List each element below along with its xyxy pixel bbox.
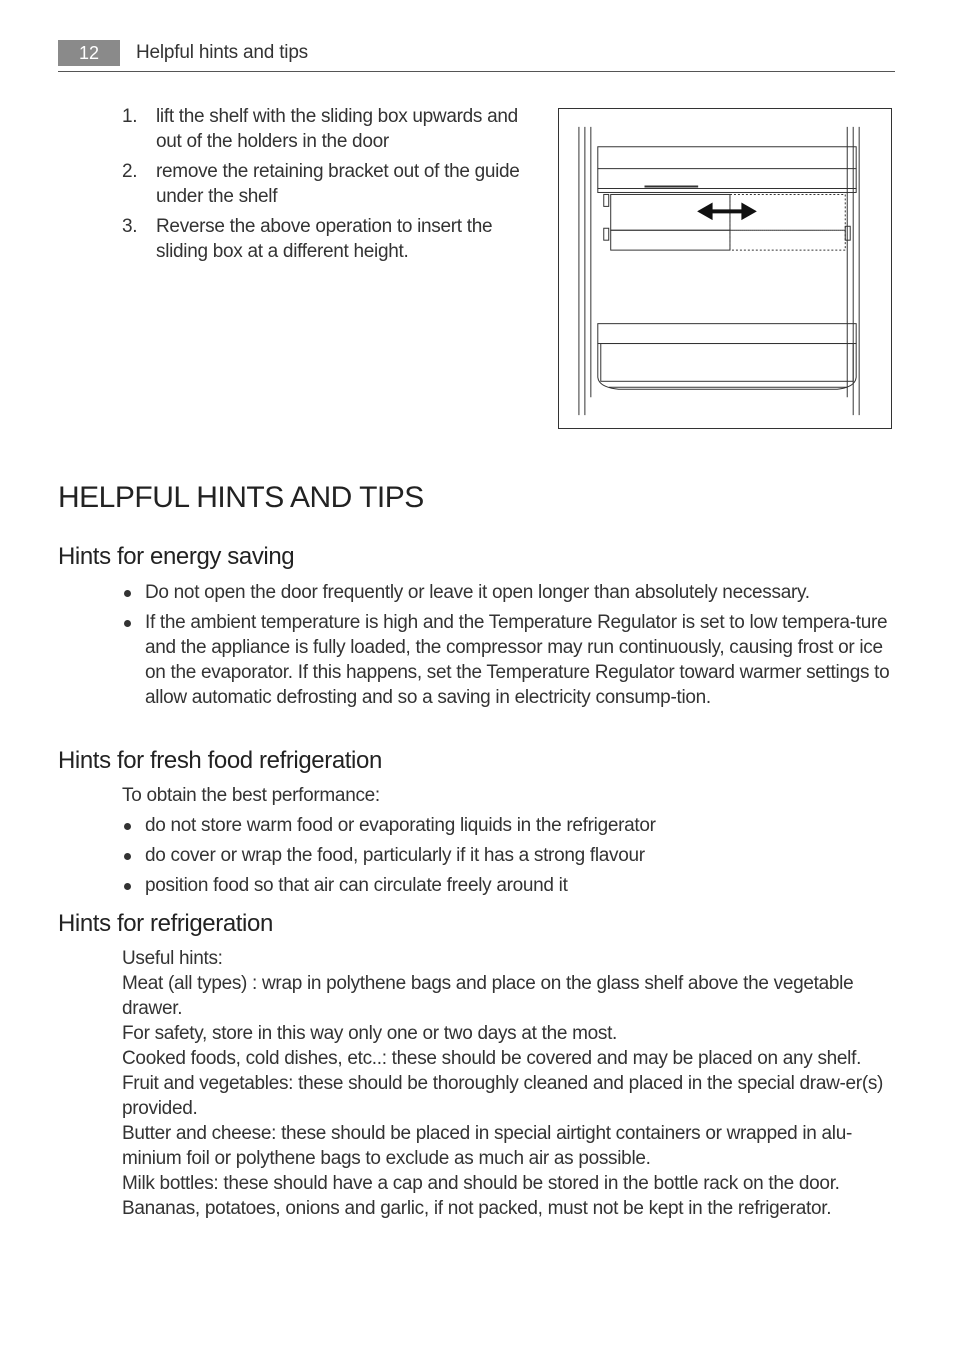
list-item: do not store warm food or evaporating liquids in the refrigerator xyxy=(122,813,897,838)
text-line: Butter and cheese: these should be placed in special airtight containers or wrapped in alu-minium foil or polythene bags to exclude as much air as possible. xyxy=(122,1123,853,1169)
refrigeration-heading: Hints for refrigeration xyxy=(58,910,273,937)
fresh-intro: To obtain the best performance: xyxy=(122,785,380,806)
step-item xyxy=(122,214,522,264)
page-number: 12 xyxy=(58,40,120,66)
list-item: Do not open the door frequently or leave it open longer than absolutely necessary. xyxy=(122,580,897,605)
step-text: Reverse the above operation to insert the sliding box at a different height. xyxy=(156,216,493,262)
text-line: Meat (all types) : wrap in polythene bags and place on the glass shelf above the vegetable drawer. xyxy=(122,973,854,1019)
page-header xyxy=(58,40,895,72)
energy-list xyxy=(122,580,897,715)
step-number: 1. xyxy=(122,106,138,127)
header-title: Helpful hints and tips xyxy=(136,42,308,63)
step-item xyxy=(122,159,522,209)
text-line: Useful hints: xyxy=(122,948,223,969)
step-text: remove the retaining bracket out of the guide under the shelf xyxy=(156,161,520,207)
step-number: 2. xyxy=(122,161,138,182)
list-item: do cover or wrap the food, particularly if it has a strong flavour xyxy=(122,843,897,868)
door-shelf-illustration xyxy=(558,108,892,429)
text-line: Milk bottles: these should have a cap and should be stored in the bottle rack on the door. xyxy=(122,1173,840,1194)
door-shelf-drawing xyxy=(559,109,891,428)
energy-heading: Hints for energy saving xyxy=(58,543,295,570)
text-line: For safety, store in this way only one or two days at the most. xyxy=(122,1023,618,1044)
fresh-heading: Hints for fresh food refrigeration xyxy=(58,747,382,774)
steps-list xyxy=(122,104,522,269)
step-number: 3. xyxy=(122,216,138,237)
step-text: lift the shelf with the sliding box upwards and out of the holders in the door xyxy=(156,106,518,152)
fresh-list xyxy=(122,813,897,903)
list-item: position food so that air can circulate freely around it xyxy=(122,873,897,898)
text-line: Fruit and vegetables: these should be thoroughly cleaned and placed in the special draw-er(s) provided. xyxy=(122,1073,884,1119)
section-title: HELPFUL HINTS AND TIPS xyxy=(58,481,424,514)
step-item xyxy=(122,104,522,154)
refrigeration-text xyxy=(122,946,892,1221)
text-line: Cooked foods, cold dishes, etc..: these should be covered and may be placed on any shelf. xyxy=(122,1048,862,1069)
list-item: If the ambient temperature is high and the Temperature Regulator is set to low tempera-ture and the appliance is fully loaded, the compressor may run continuously, causing frost or ice on the evaporator. If this happens, set the Temperature Regulator toward warmer settings to allow automatic defrosting and so a saving in electricity consump-tion. xyxy=(122,610,897,710)
text-line: Bananas, potatoes, onions and garlic, if not packed, must not be kept in the refrigerator. xyxy=(122,1198,832,1219)
